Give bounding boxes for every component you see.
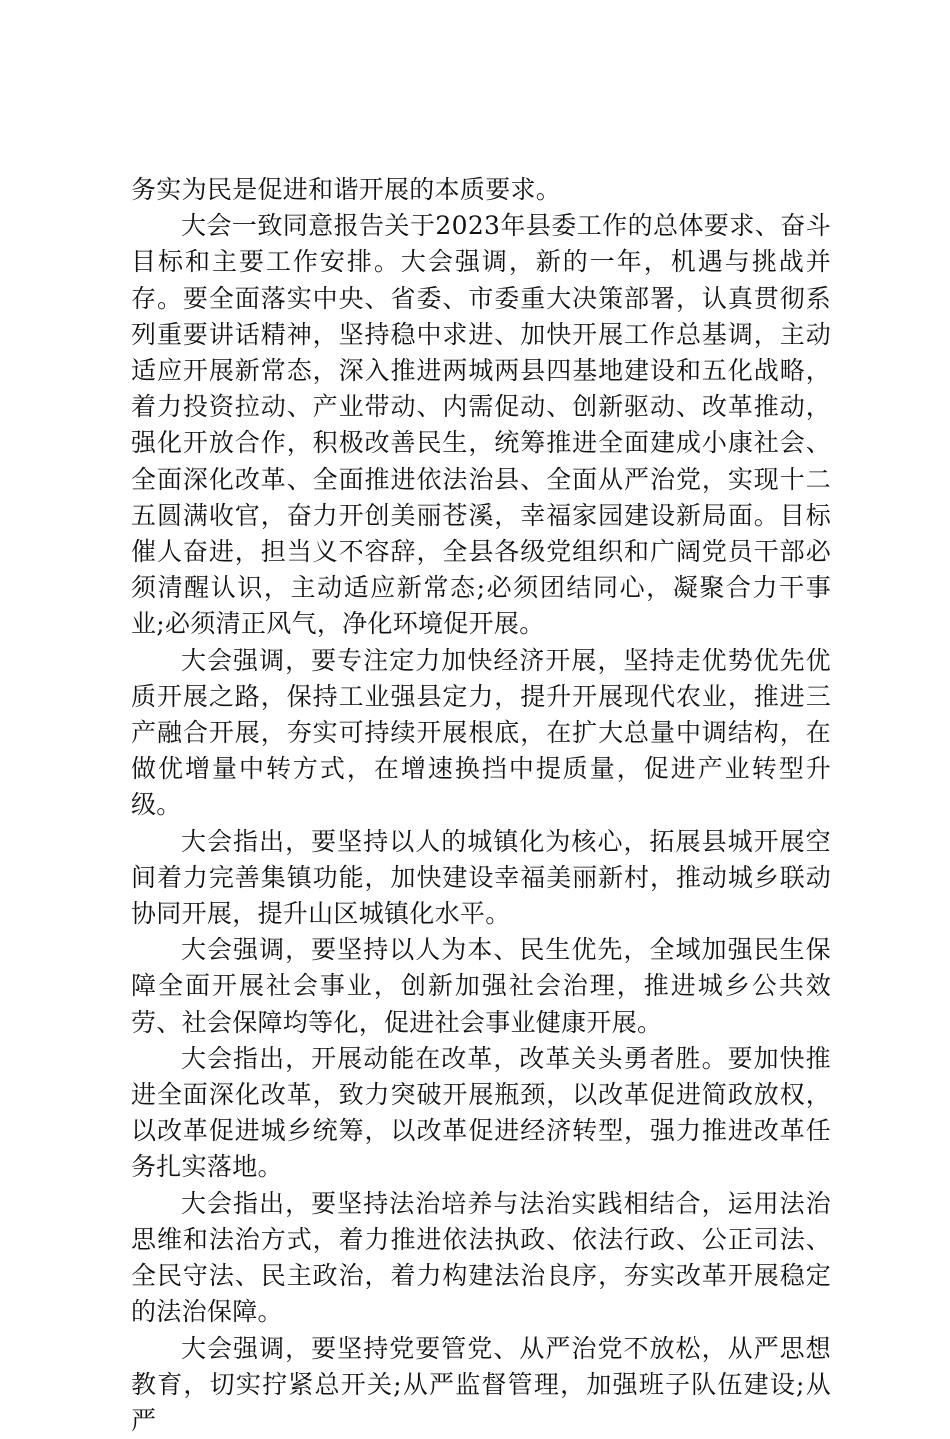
paragraph-overall-requirements: 大会一致同意报告关于2023年县委工作的总体要求、奋斗目标和主要工作安排。大会强调，新的一年，机遇与挑战并存。要全面落实中央、省委、市委重大决策部署，认真贯彻系列重要讲话精神，坚持稳中求进、加快开展工作总基调，主动适应开展新常态，深入推进两城两县四基地建设和五化战略，着力投资拉动、产业带动、内需促动、创新驱动、改革推动，强化开放合作，积极改善民生，统筹推进全面建成小康社会、全面深化改革、全面推进依法治县、全面从严治党，实现十二五圆满收官，奋力开创美丽苍溪，幸福家园建设新局面。目标催人奋进，担当义不容辞，全县各级党组织和广阔党员干部必须清醒认识，主动适应新常态;必须团结同心，凝聚合力干事业;必须清正风气，净化环境促开展。 <box>131 208 831 642</box>
paragraph-reform: 大会指出，开展动能在改革，改革关头勇者胜。要加快推进全面深化改革，致力突破开展瓶颈，以改革促进简政放权，以改革促进城乡统筹，以改革促进经济转型，强力推进改革任务扎实落地。 <box>131 1041 831 1186</box>
paragraph-livelihood: 大会强调，要坚持以人为本、民生优先，全域加强民生保障全面开展社会事业，创新加强社会治理，推进城乡公共效劳、社会保障均等化，促进社会事业健康开展。 <box>131 932 831 1041</box>
paragraph-urbanization: 大会指出，要坚持以人的城镇化为核心，拓展县城开展空间着力完善集镇功能，加快建设幸福美丽新村，推动城乡联动协同开展，提升山区城镇化水平。 <box>131 824 831 933</box>
document-body <box>131 172 831 1439</box>
paragraph-economic-development: 大会强调，要专注定力加快经济开展，坚持走优势优先优质开展之路，保持工业强县定力，提升开展现代农业，推进三产融合开展，夯实可持续开展根底，在扩大总量中调结构，在做优增量中转方式，在增速换挡中提质量，促进产业转型升级。 <box>131 643 831 824</box>
paragraph-continuation: 务实为民是促进和谐开展的本质要求。 <box>131 172 831 208</box>
paragraph-rule-of-law: 大会指出，要坚持法治培养与法治实践相结合，运用法治思维和法治方式，着力推进依法执政、依法行政、公正司法、全民守法、民主政治，着力构建法治良序，夯实改革开展稳定的法治保障。 <box>131 1186 831 1331</box>
paragraph-party-governance: 大会强调，要坚持党要管党、从严治党不放松，从严思想教育，切实拧紧总开关;从严监督管理，加强班子队伍建设;从严 <box>131 1331 831 1439</box>
